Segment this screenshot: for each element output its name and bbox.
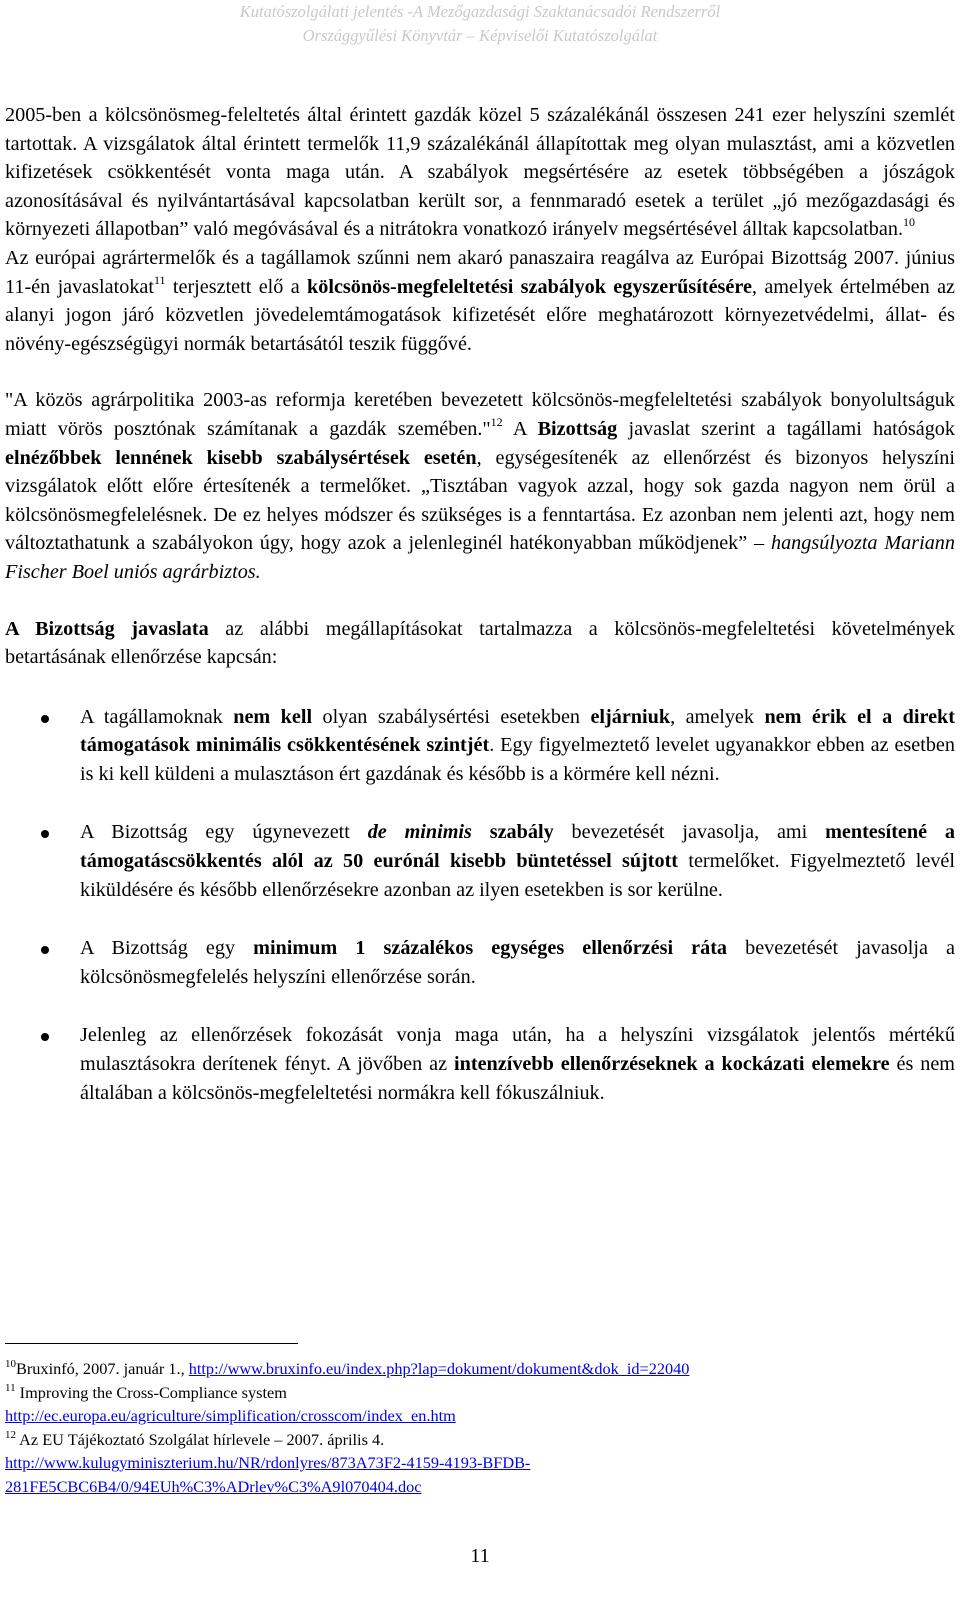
paragraph-3-text-c: javaslat szerint a tagállami hatóságok <box>617 417 955 440</box>
bullet-4-text-b: és nem általában a kölcsönös-megfeleltetési normákra kell fókuszálniuk. <box>80 1053 955 1104</box>
bullet-dot-icon <box>41 1033 49 1041</box>
bullet-1-bold-2: eljárniuk <box>590 705 671 728</box>
paragraph-3-italic: hangsúlyozta Mariann Fischer Boel uniós agrárbiztos. <box>5 532 955 583</box>
bullet-4-text-a: Jelenleg az ellenőrzések fokozását vonja maga után, ha a helyszíni vizsgálatok jelentős mértékű mulasztásokra derítenek fényt. A jövőben az <box>80 1024 955 1076</box>
paragraph-1 <box>5 101 955 244</box>
page-header <box>0 0 960 48</box>
footnote-ref-11[interactable]: 11 <box>153 272 166 287</box>
bullet-2-bold-2: mentesítené a támogatáscsökkentés alól az 50 eurónál kisebb büntetéssel sújtott <box>80 821 956 873</box>
bullet-dot-icon <box>41 830 49 838</box>
footnote-divider <box>5 1343 298 1344</box>
footnote-12-link-part-2[interactable]: 281FE5CBC6B4/0/94EUh%C3%ADrlev%C3%A9l070404.doc <box>5 1476 422 1496</box>
paragraph-2-text-c: , amelyek értelmében az alanyi jogon járó közvetlen jövedelemtámogatások kifizetését előre meghatározott környezetvédelmi, állat- és növény-egészségügyi normák betartásától teszik függővé. <box>5 275 955 355</box>
footnote-12 <box>5 1428 955 1452</box>
paragraph-3-text-b: A <box>502 417 538 440</box>
footnote-12-link-part-1[interactable]: http://www.kulugyminiszterium.hu/NR/rdonlyres/873A73F2-4159-4193-BFDB- <box>5 1453 531 1472</box>
bullet-1-text-c: , amelyek <box>670 705 765 728</box>
bullet-4-bold: intenzívebb ellenőrzéseknek a kockázati elemekre <box>454 1053 890 1076</box>
bullet-1-bold-1: nem kell <box>233 705 313 728</box>
footnote-11-link[interactable]: http://ec.europa.eu/agriculture/simplification/crosscom/index_en.htm <box>5 1406 456 1425</box>
footnote-12-link-line-2 <box>5 1475 955 1499</box>
paragraph-2-bold: kölcsönös-megfeleltetési szabályok egyszerűsítésére <box>307 275 752 298</box>
paragraph-3 <box>5 386 955 586</box>
bullet-item-3 <box>5 934 955 991</box>
footnote-ref-10[interactable]: 10 <box>903 215 915 230</box>
paragraph-2-text-b: terjesztett elő a <box>165 275 308 298</box>
footnote-11 <box>5 1381 955 1405</box>
paragraph-3-quote: "A közös agrárpolitika 2003-as reformja keretében bevezetett kölcsönös-megfeleltetési szabályok bonyolultságuk miatt vörös posztónak számítanak a gazdák szemében." <box>5 389 955 440</box>
paragraph-4 <box>5 615 955 672</box>
bullet-1-text-b: olyan szabálysértési esetekben <box>312 705 591 728</box>
paragraph-4-bold: A Bizottság javaslata <box>5 617 209 640</box>
footnote-10 <box>5 1357 955 1381</box>
bullet-3-bold: minimum 1 százalékos egységes ellenőrzési ráta <box>253 937 728 960</box>
bullet-1-text-d: . Egy figyelmeztető levelet ugyanakkor ebben az esetben is ki kell küldeni a mulasztáson ért gazdának és később is a körmére kell nézni. <box>80 734 955 785</box>
paragraph-1-text: 2005-ben a kölcsönösmeg-feleltetés által érintett gazdák közel 5 százalékánál összesen 241 ezer helyszíni szemlét tartottak. A vizsgálatok által érintett termelők 11,9 százalékánál állapítottak meg olyan mulasztást, ami a közvetlen kifizetések csökkentését vonta maga után. A szabályok megsértésére az esetek többségében a jószágok azonosításával és nyilvántartásával kapcsolatban került sor, a fennmaradó esetek a terület „jó mezőgazdasági és környezeti állapotban” való megóvásával és a nitrátokra vonatkozó irányelv megsértésével álltak kapcsolatban. <box>5 104 955 241</box>
footnote-11-text: Improving the Cross-Compliance system <box>15 1382 287 1402</box>
bullet-2-text-b: bevezetését javasolja, ami <box>553 821 826 844</box>
bullet-2-text-a: A Bizottság egy úgynevezett <box>80 821 368 844</box>
footnote-10-number: 10 <box>5 1358 16 1370</box>
page-number: 11 <box>470 1545 490 1567</box>
header-line-1: Kutatószolgálati jelentés -A Mezőgazdasági Szaktanácsadói Rendszerről <box>239 2 721 21</box>
footnotes <box>5 1357 955 1498</box>
paragraph-2 <box>5 244 955 358</box>
paragraph-2-text-a: Az európai agrártermelők és a tagállamok szűnni nem akaró panaszaira reagálva az Európai Bizottság 2007. június 11-én javaslatokat <box>5 246 955 298</box>
footnote-12-number: 12 <box>5 1428 16 1441</box>
bullet-2-bold-italic: de minimis <box>367 821 472 844</box>
bullet-3-text-b: bevezetését javasolja a kölcsönösmegfelelés helyszíni ellenőrzése során. <box>80 937 955 988</box>
bullet-item-2 <box>5 818 955 904</box>
bullet-3-text-a: A Bizottság egy <box>80 937 254 960</box>
paragraph-3-text-d: , egységesítenék az ellenőrzést és bizonyos helyszíni vizsgálatok előtt előre értesítenék a termelőket. „Tisztában vagyok azzal, hogy sok gazda nagyon nem örül a kölcsönösmegfelelésnek. De ez helyes módszer és szükséges is a fenntartása. Ez azonban nem jelenti azt, hogy nem változtathatunk a szabályokon úgy, hogy azok a jelenleginél hatékonyabban működjenek” – <box>5 446 955 555</box>
footnote-11-number: 11 <box>5 1381 16 1394</box>
bullet-1-text-a: A tagállamoknak <box>80 705 234 728</box>
footnote-12-link-line-1 <box>5 1451 955 1475</box>
bullet-dot-icon <box>41 715 49 723</box>
bullet-1-bold-3: nem érik el a direkt támogatások minimális csökkentésének szintjét <box>80 705 956 757</box>
footnote-12-text: Az EU Tájékoztató Szolgálat hírlevele – 2007. április 4. <box>16 1429 385 1449</box>
paragraph-3-bold-1: Bizottság <box>537 417 618 440</box>
bullet-item-1 <box>5 703 955 789</box>
footnote-10-text: Bruxinfó, 2007. január 1., <box>16 1359 189 1378</box>
bullet-item-4 <box>5 1021 955 1107</box>
bullet-2-bold-1: szabály <box>471 821 554 844</box>
document-body <box>5 101 955 1107</box>
bullet-dot-icon <box>41 946 49 954</box>
footnote-11-link-line <box>5 1404 955 1428</box>
paragraph-4-text: az alábbi megállapításokat tartalmazza a kölcsönös-megfeleltetési követelmények betartásának ellenőrzése kapcsán: <box>5 617 955 669</box>
footnote-10-link[interactable]: http://www.bruxinfo.eu/index.php?lap=dokument/dokument&dok_id=22040 <box>188 1359 690 1378</box>
bullet-list <box>5 703 955 1108</box>
footnote-ref-12[interactable]: 12 <box>490 414 503 429</box>
paragraph-3-bold-2: elnézőbbek lennének kisebb szabálysértések esetén <box>5 446 477 469</box>
bullet-2-text-c: termelőket. Figyelmeztető levél kiküldésére és később ellenőrzésekre azonban az ilyen esetekben is sor kerülne. <box>80 850 956 901</box>
header-line-2: Országgyűlési Könyvtár – Képviselői Kutatószolgálat <box>302 26 658 45</box>
